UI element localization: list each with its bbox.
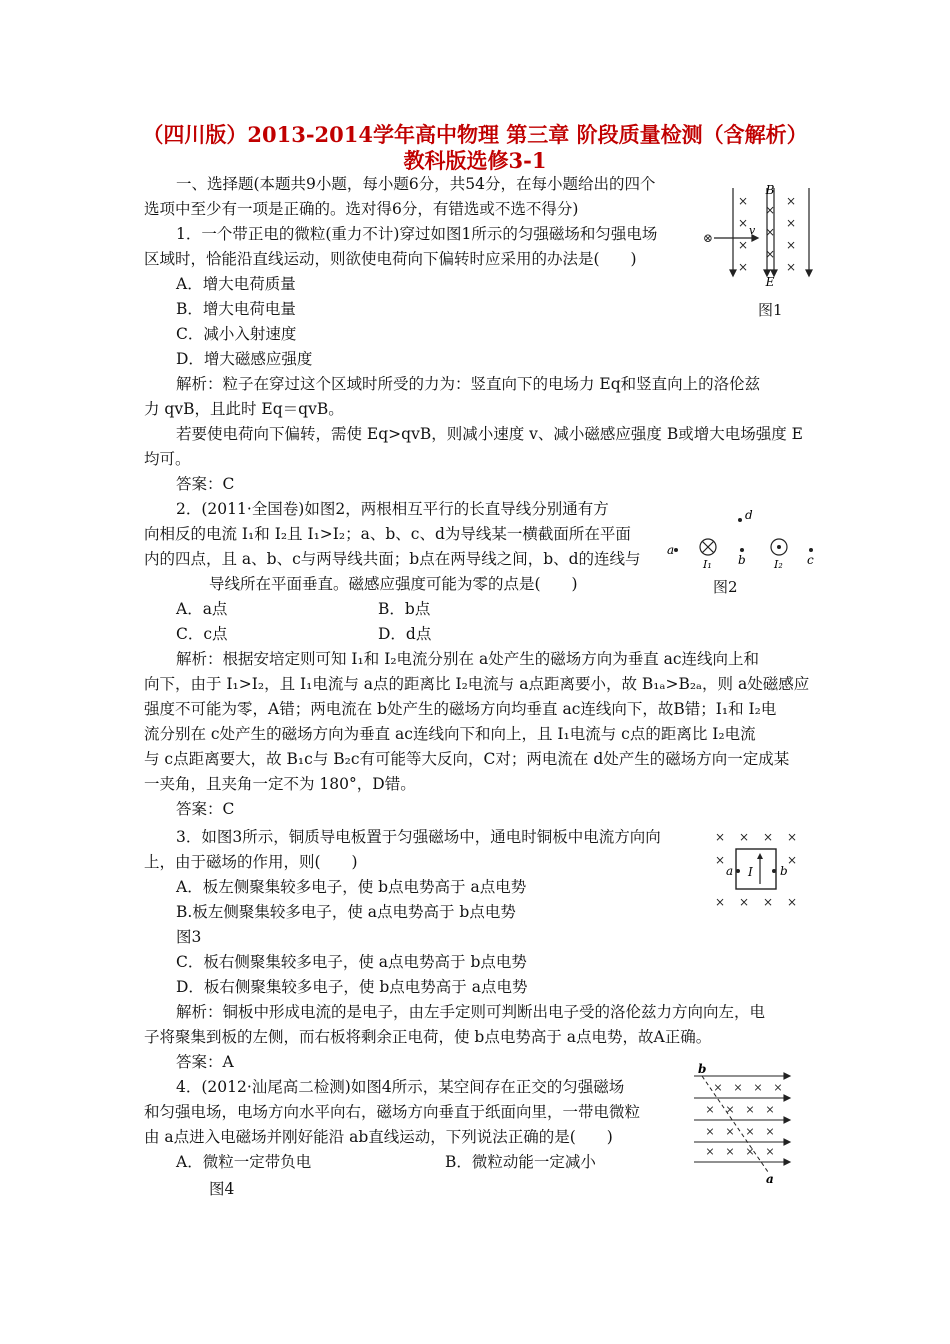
q2-answer: 答案：C [176,800,235,818]
q3-option-b: B.板左侧聚集较多电子，使 a点电势高于 b点电势 [176,903,516,921]
fig4-label-b: b [698,1062,707,1076]
svg-text:×: × [738,830,750,844]
svg-text:×: × [713,1081,723,1094]
svg-text:×: × [705,1125,715,1138]
q3-option-a: A．板左侧聚集较多电子，使 b点电势高于 a点电势 [176,878,527,896]
svg-text:×: × [762,830,774,844]
svg-text:×: × [737,260,749,274]
svg-text:×: × [764,247,776,261]
svg-text:×: × [705,1103,715,1116]
q3-answer: 答案：A [176,1053,234,1071]
q1-option-b: B．增大电荷电量 [176,300,296,318]
fig2-label-i1: I₁ [703,558,712,570]
svg-text:×: × [733,1081,743,1094]
svg-text:×: × [765,1103,775,1116]
q1-explanation: 解析：粒子在穿过这个区域时所受的力为：竖直向下的电场力 Eq和竖直向上的洛伦兹 [176,375,761,393]
q2-option-a: A．a点 [176,600,228,618]
document-title-line1: （四川版）2013-2014学年高中物理 第三章 阶段质量检测（含解析） [142,122,808,147]
q2-stem-3: 内的四点，且 a、b、c与两导线共面；b点在两导线之间，b、d的连线与 [144,550,641,568]
q2-explanation-5: 与 c点距离要大，故 B₁c与 B₂c有可能等大反向，C对；两电流在 d处产生的磁场方向一定成某 [144,750,790,768]
fig3-label-i: I [748,865,753,879]
q4-option-b: B．微粒动能一定减小 [445,1153,596,1171]
q3-option-d: D．板右侧聚集较多电子，使 b点电势高于 a点电势 [176,978,528,996]
svg-text:×: × [785,194,797,208]
svg-text:×: × [786,853,798,867]
q1-option-c: C．减小入射速度 [176,325,297,343]
svg-text:×: × [725,1103,735,1116]
svg-text:×: × [786,895,798,909]
svg-text:×: × [725,1125,735,1138]
section-header-cont: 选项中至少有一项是正确的。选对得6分，有错选或不选不得分) [144,200,579,218]
figure-1-caption: 图1 [758,301,783,319]
fig1-label-v: v [749,224,756,237]
svg-text:×: × [737,238,749,252]
fig1-label-e: E [765,275,775,289]
q1-explanation-2: 力 qvB，且此时 Eq＝qvB。 [144,400,344,418]
svg-text:×: × [753,1081,763,1094]
svg-text:×: × [765,1145,775,1158]
figure-2 [664,506,828,570]
q3-explanation-2: 子将聚集到板的左侧，而右板将剩余正电荷，使 b点电势高于 a点电势，故A正确。 [144,1028,712,1046]
figure-3 [710,826,806,912]
section-header: 一、选择题(本题共9小题，每小题6分，共54分，在每小题给出的四个 [176,175,656,193]
document-title-line2: 教科版选修3-1 [403,148,547,173]
svg-text:×: × [765,1125,775,1138]
q3-explanation: 解析：铜板中形成电流的是电子，由左手定则可判断出电子受的洛伦兹力方向向左，电 [176,1003,766,1021]
svg-text:×: × [762,895,774,909]
fig2-label-a: a [667,543,675,557]
q1-explanation-3: 若要使电荷向下偏转，需使 Eq>qvB，则减小速度 v、减小磁感应强度 B或增大电场强度 E [176,425,803,443]
svg-text:×: × [785,238,797,252]
q1-stem-cont: 区域时，恰能沿直线运动，则欲使电荷向下偏转时应采用的办法是( ) [144,250,637,268]
svg-text:×: × [745,1145,755,1158]
q2-explanation: 解析：根据安培定则可知 I₁和 I₂电流分别在 a处产生的磁场方向为垂直 ac连线向上和 [176,650,760,668]
q1-option-a: A．增大电荷质量 [176,275,296,293]
q1-option-d: D．增大磁感应强度 [176,350,313,368]
figure-2-caption: 图2 [713,578,738,596]
q2-option-d: D．d点 [378,625,432,643]
svg-text:×: × [737,194,749,208]
fig2-label-b: b [738,553,746,567]
svg-text:⊗: ⊗ [702,231,714,245]
q4-stem-2: 和匀强电场，电场方向水平向右，磁场方向垂直于纸面向里，一带电微粒 [144,1103,641,1121]
q3-stem: 3．如图3所示，铜质导电板置于匀强磁场中，通电时铜板中电流方向向 [176,828,661,846]
fig1-label-b: B [765,183,775,197]
q2-explanation-4: 流分别在 c处产生的磁场方向为垂直 ac连线向下和向上，且 I₁电流与 c点的距离比 I₂电流 [144,725,756,743]
fig3-label-b: b [780,864,788,878]
q2-explanation-2: 向下，由于 I₁>I₂，且 I₁电流与 a点的距离比 I₂电流与 a点距离要小，故 B₁ₐ>B₂ₐ，则 a处磁感应 [144,675,810,693]
fig2-label-c: c [807,553,814,567]
q2-explanation-6: 一夹角，且夹角一定不为 180°，D错。 [144,775,416,793]
q1-explanation-4: 均可。 [144,450,191,468]
q2-option-c: C．c点 [176,625,228,643]
q1-answer: 答案：C [176,475,235,493]
svg-text:×: × [745,1103,755,1116]
q3-stem-2: 上，由于磁场的作用，则( ) [144,853,358,871]
q4-stem: 4．(2012·汕尾高二检测)如图4所示，某空间存在正交的匀强磁场 [176,1078,625,1096]
q2-option-b: B．b点 [378,600,431,618]
q2-explanation-3: 强度不可能为零，A错；两电流在 b处产生的磁场方向均垂直 ac连线向下，故B错；I₁和 I₂电 [144,700,777,718]
q4-option-a: A．微粒一定带负电 [176,1153,312,1171]
svg-text:×: × [785,260,797,274]
fig2-label-i2: I₂ [774,558,783,570]
fig4-label-a: a [766,1172,774,1186]
svg-text:×: × [714,830,726,844]
q2-stem-4: 导线所在平面垂直。磁感应强度可能为零的点是( ) [209,575,578,593]
q2-stem-2: 向相反的电流 I₁和 I₂且 I₁>I₂；a、b、c、d为导线某一横截面所在平面 [144,525,631,543]
fig3-label-a: a [726,864,734,878]
fig2-label-d: d [745,508,753,522]
svg-text:×: × [764,203,776,217]
svg-text:×: × [773,1081,783,1094]
svg-text:×: × [738,895,750,909]
figure-1 [700,182,830,292]
q3-option-c: C．板右侧聚集较多电子，使 a点电势高于 b点电势 [176,953,527,971]
svg-text:×: × [737,216,749,230]
q4-stem-3: 由 a点进入电磁场并刚好能沿 ab直线运动，下列说法正确的是( ) [144,1128,613,1146]
svg-text:×: × [714,895,726,909]
figure-4-caption: 图4 [209,1180,235,1198]
q1-stem: 1．一个带正电的微粒(重力不计)穿过如图1所示的匀强磁场和匀强电场 [176,225,658,243]
q2-stem: 2．(2011·全国卷)如图2，两根相互平行的长直导线分别通有方 [176,500,609,518]
svg-text:×: × [745,1125,755,1138]
figure-3-caption: 图3 [176,928,202,946]
svg-text:×: × [725,1145,735,1158]
svg-text:×: × [786,830,798,844]
svg-text:×: × [714,853,726,867]
svg-text:×: × [785,216,797,230]
svg-text:×: × [705,1145,715,1158]
figure-4 [688,1062,798,1186]
svg-text:×: × [764,225,776,239]
